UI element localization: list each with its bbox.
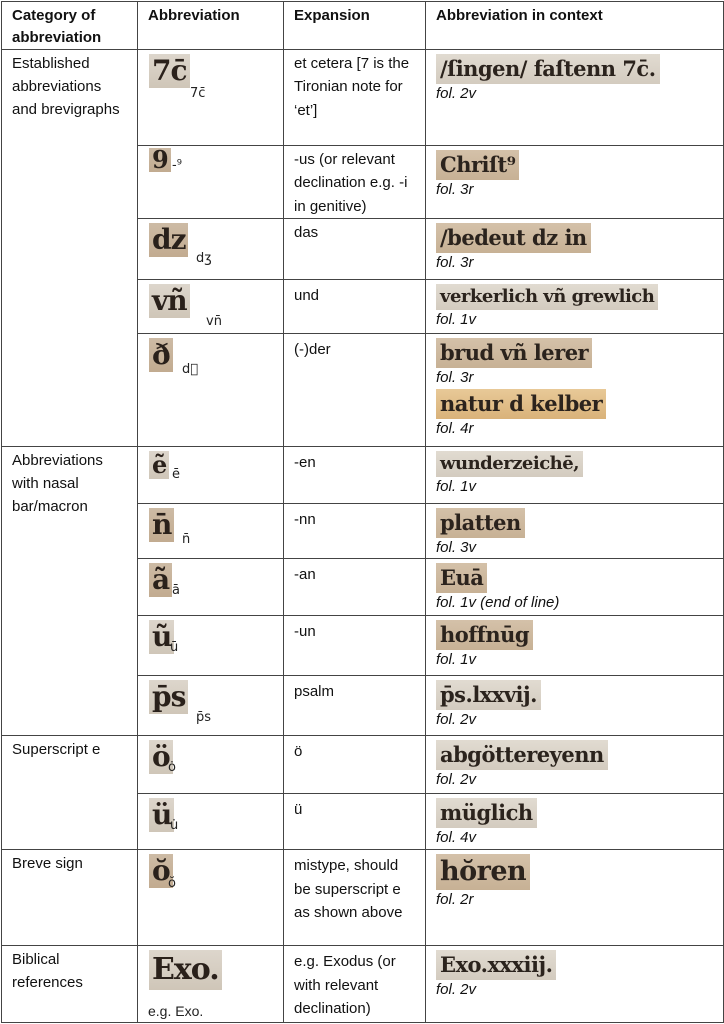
transliteration: ū: [170, 640, 179, 655]
table-row: [2, 946, 724, 1023]
abbreviation-glyph-image: ã: [149, 563, 172, 597]
expansion-cell: -en: [284, 447, 426, 504]
table-row: [2, 850, 724, 946]
expansion-cell: mistype, should be superscript e as shown above: [284, 850, 426, 946]
context-cell: [426, 794, 724, 850]
header-category: Category of abbreviation: [2, 2, 138, 50]
expansion-cell: ö: [284, 736, 426, 794]
header-abbreviation: Abbreviation: [138, 2, 284, 50]
table-row: [2, 49, 724, 145]
folio-label: fol. 4v: [436, 829, 477, 846]
context-cell: [426, 334, 724, 447]
context-cell: [426, 447, 724, 504]
folio-label: fol. 1v (end of line): [436, 594, 560, 611]
context-cell: [426, 559, 724, 616]
category-superscript: Superscript e: [2, 736, 138, 850]
category-established: Established abbreviations and brevigraphs: [2, 49, 138, 447]
abbreviation-cell: [138, 334, 284, 447]
abbreviation-table: [1, 1, 724, 1023]
abbreviation-cell: [138, 504, 284, 559]
abbreviation-glyph-image: ŏ: [149, 854, 173, 888]
context-image-2: natur d kelber: [436, 389, 606, 419]
context-image: Euā: [436, 563, 487, 593]
transliteration: u̇: [170, 818, 179, 833]
context-cell: [426, 850, 724, 946]
header-expansion: Expansion: [284, 2, 426, 50]
expansion-cell: -nn: [284, 504, 426, 559]
context-image: hŏren: [436, 854, 530, 890]
transliteration: p̄s: [196, 710, 212, 725]
abbreviation-cell: [138, 794, 284, 850]
transliteration: -⁹: [172, 157, 182, 173]
abbreviation-glyph-image: ũ: [149, 620, 174, 654]
folio-label: fol. 2v: [436, 771, 477, 788]
transliteration: ā: [172, 583, 180, 598]
expansion-cell: ü: [284, 794, 426, 850]
table-row: [2, 447, 724, 504]
folio-label-2: fol. 4r: [436, 420, 474, 437]
expansion-cell: das: [284, 219, 426, 280]
abbreviation-glyph-image: Exo.: [149, 950, 222, 990]
abbreviation-cell: [138, 616, 284, 676]
abbreviation-glyph-image: 9: [149, 148, 171, 172]
context-image: Chriſt⁹: [436, 150, 519, 180]
context-image: /ſingen/ faſtenn 7c̄.: [436, 54, 660, 84]
abbreviation-glyph-image: ü: [149, 798, 174, 832]
context-image: Exo.xxxiij.: [436, 950, 556, 980]
transliteration: dʒ: [196, 251, 212, 266]
abbreviation-glyph-image: p̄s: [149, 680, 188, 714]
expansion-cell: et cetera [7 is the Tironian note for ‘et’]: [284, 49, 426, 145]
context-cell: [426, 219, 724, 280]
abbreviation-glyph-image: n̄: [149, 508, 174, 542]
context-image: platten: [436, 508, 525, 538]
context-image: hoffnūg: [436, 620, 533, 650]
transliteration: e.g. Exo.: [148, 1003, 204, 1019]
abbreviation-cell: [138, 946, 284, 1023]
transliteration: dᷣ: [182, 362, 199, 377]
abbreviation-cell: [138, 280, 284, 334]
transliteration: 7c̄: [190, 85, 206, 101]
folio-label: fol. 1v: [436, 478, 477, 495]
folio-label: fol. 2v: [436, 84, 477, 102]
expansion-cell: und: [284, 280, 426, 334]
abbreviation-glyph-image: ð: [149, 338, 173, 372]
context-image: brud vñ lerer: [436, 338, 592, 368]
expansion-cell: psalm: [284, 676, 426, 736]
expansion-cell: (-)der: [284, 334, 426, 447]
folio-label: fol. 3r: [436, 369, 474, 386]
header-row: [2, 2, 724, 50]
category-biblical: Biblical references: [2, 946, 138, 1023]
transliteration: vn̄: [206, 314, 222, 329]
context-image: /bedeut dz in: [436, 223, 591, 253]
abbreviation-cell: [138, 559, 284, 616]
category-nasal: Abbreviations with nasal bar/macron: [2, 447, 138, 736]
abbreviation-cell: [138, 850, 284, 946]
context-image: p̄s.lxxvij.: [436, 680, 541, 710]
folio-label: fol. 1v: [436, 651, 477, 668]
abbreviation-cell: [138, 736, 284, 794]
transliteration: ŏ: [168, 876, 176, 891]
context-image: müglich: [436, 798, 537, 828]
abbreviation-glyph-image: dz: [149, 223, 188, 257]
context-image: wunderzeichē,: [436, 451, 583, 477]
folio-label: fol. 2r: [436, 891, 474, 908]
abbreviation-cell: [138, 49, 284, 145]
context-cell: [426, 504, 724, 559]
expansion-cell: -un: [284, 616, 426, 676]
context-cell: [426, 49, 724, 145]
context-cell: [426, 736, 724, 794]
abbreviation-cell: [138, 219, 284, 280]
abbreviation-glyph-image: ö: [149, 740, 173, 774]
context-cell: [426, 145, 724, 219]
context-cell: [426, 280, 724, 334]
expansion-cell: -an: [284, 559, 426, 616]
abbreviation-cell: [138, 447, 284, 504]
context-image: abgöttereyenn: [436, 740, 608, 770]
folio-label: fol. 3r: [436, 180, 474, 198]
folio-label: fol. 2v: [436, 981, 477, 998]
folio-label: fol. 3v: [436, 539, 477, 556]
transliteration: n̄: [182, 532, 191, 547]
abbreviation-glyph-image: vñ: [149, 284, 190, 318]
abbreviation-glyph-image: ẽ: [149, 451, 169, 479]
folio-label: fol. 2v: [436, 711, 477, 728]
header-context: Abbreviation in context: [426, 2, 724, 50]
context-cell: [426, 676, 724, 736]
abbreviation-cell: [138, 145, 284, 219]
category-breve: Breve sign: [2, 850, 138, 946]
expansion-cell: e.g. Exodus (or with relevant declination): [284, 946, 426, 1023]
transliteration: ȯ: [168, 760, 176, 775]
transliteration: ē: [172, 467, 180, 482]
abbreviation-glyph-image: 7c̄: [149, 54, 190, 88]
folio-label: fol. 3r: [436, 254, 474, 271]
context-image: verkerlich vñ grewlich: [436, 284, 658, 310]
folio-label: fol. 1v: [436, 311, 477, 328]
expansion-cell: -us (or relevant declination e.g. -i in genitive): [284, 145, 426, 219]
context-cell: [426, 616, 724, 676]
table-row: [2, 736, 724, 794]
context-cell: [426, 946, 724, 1023]
abbreviation-cell: [138, 676, 284, 736]
